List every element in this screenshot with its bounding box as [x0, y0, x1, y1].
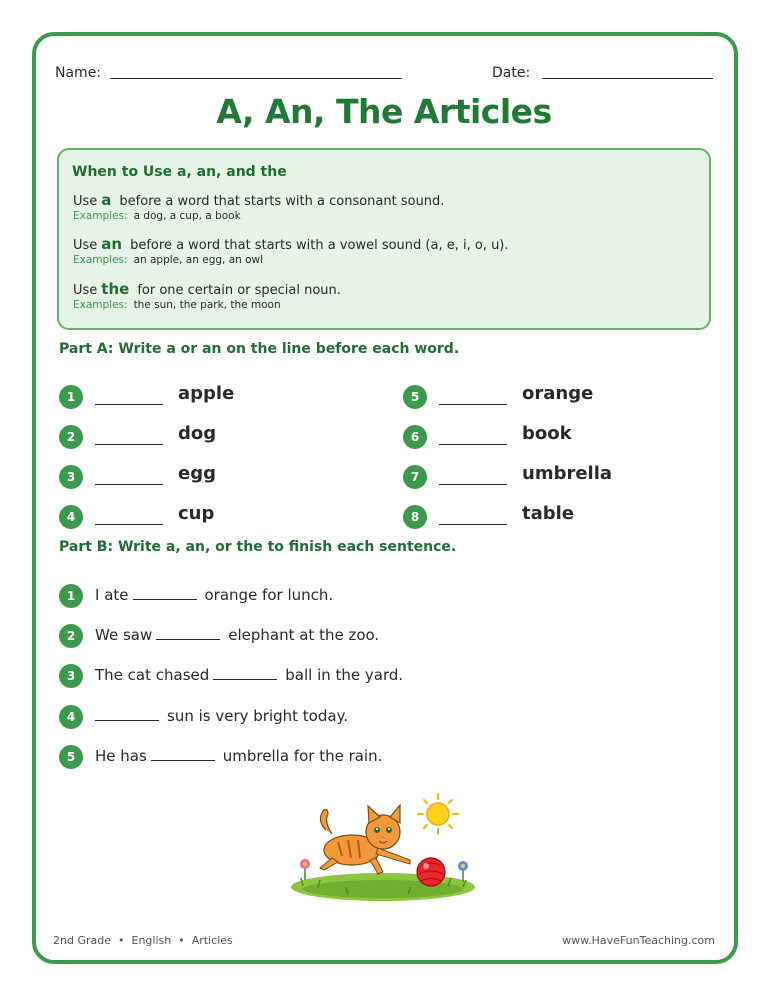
- examples-text: the sun, the park, the moon: [133, 299, 281, 311]
- part-a-number: 1: [59, 385, 83, 409]
- part-a-number: 5: [403, 385, 427, 409]
- part-a-heading: Part A: Write a or an on the line before each word.: [59, 341, 460, 357]
- bullet-icon: •: [178, 934, 185, 947]
- bullet-icon: •: [118, 934, 125, 947]
- sentence-blank[interactable]: [156, 625, 220, 640]
- rule-prefix: Use: [73, 194, 98, 209]
- sentence-blank[interactable]: [95, 706, 159, 721]
- part-a-word: umbrella: [522, 463, 613, 484]
- rule-text: before a word that starts with a consonant sound.: [119, 194, 445, 209]
- rule-a: [73, 191, 444, 209]
- rule-text: before a word that starts with a vowel sound (a, e, i, o, u).: [130, 238, 509, 253]
- sentence-start: I ate: [95, 586, 129, 604]
- part-a-word: table: [522, 503, 575, 524]
- part-a-answer-line[interactable]: [439, 444, 507, 445]
- rule-article: a: [101, 191, 112, 209]
- part-b-number: 1: [59, 584, 83, 608]
- sentence-blank[interactable]: [213, 665, 277, 680]
- examples-label: Examples:: [73, 254, 128, 266]
- name-label: Name:: [55, 65, 102, 81]
- date-label: Date:: [492, 65, 531, 81]
- name-line[interactable]: [110, 78, 402, 79]
- rules-box-title: When to Use a, an, and the: [72, 164, 287, 180]
- part-a-answer-line[interactable]: [95, 484, 163, 485]
- rule-prefix: Use: [73, 283, 98, 298]
- part-a-number: 7: [403, 465, 427, 489]
- part-a-answer-line[interactable]: [439, 404, 507, 405]
- footer-site-link[interactable]: www.HaveFunTeaching.com: [562, 934, 715, 947]
- cat-icon: [320, 805, 410, 874]
- ball-icon: [417, 858, 445, 886]
- part-a-answer-line[interactable]: [95, 404, 163, 405]
- part-b-heading: Part B: Write a, an, or the to finish each sentence.: [59, 539, 457, 555]
- cat-ball-illustration: [288, 790, 478, 908]
- part-b-number: 2: [59, 624, 83, 648]
- sentence-end: umbrella for the rain.: [222, 747, 383, 765]
- part-a-number: 2: [59, 425, 83, 449]
- part-a-word: dog: [178, 423, 217, 444]
- part-a-answer-line[interactable]: [439, 524, 507, 525]
- footer-tags: [53, 934, 233, 947]
- part-a-number: 4: [59, 505, 83, 529]
- rule-the: [73, 280, 341, 298]
- rule-article: the: [101, 280, 130, 298]
- grass-icon: [291, 873, 475, 901]
- footer-grade: 2nd Grade: [53, 934, 111, 947]
- sentence-end: orange for lunch.: [204, 586, 334, 604]
- sentence-end: elephant at the zoo.: [228, 626, 380, 644]
- rule-an: [73, 235, 509, 253]
- sentence-blank[interactable]: [133, 585, 197, 600]
- part-b-sentence: [95, 746, 382, 765]
- rule-prefix: Use: [73, 238, 98, 253]
- part-a-word: egg: [178, 463, 216, 484]
- part-b-number: 4: [59, 705, 83, 729]
- footer-subject: English: [131, 934, 172, 947]
- examples-the: [73, 299, 281, 311]
- part-b-sentence: [95, 665, 403, 684]
- sentence-start: The cat chased: [95, 666, 210, 684]
- examples-label: Examples:: [73, 210, 128, 222]
- part-a-number: 8: [403, 505, 427, 529]
- date-line[interactable]: [542, 78, 713, 79]
- part-a-answer-line[interactable]: [95, 524, 163, 525]
- sentence-start: We saw: [95, 626, 153, 644]
- part-a-word: apple: [178, 383, 235, 404]
- rule-text: for one certain or special noun.: [137, 283, 341, 298]
- part-b-number: 3: [59, 664, 83, 688]
- part-a-number: 6: [403, 425, 427, 449]
- part-b-sentence: [95, 706, 348, 725]
- examples-text: a dog, a cup, a book: [133, 210, 241, 222]
- sentence-end: sun is very bright today.: [167, 707, 349, 725]
- sentence-blank[interactable]: [151, 746, 215, 761]
- sentence-end: ball in the yard.: [285, 666, 404, 684]
- part-b-sentence: [95, 585, 333, 604]
- part-a-answer-line[interactable]: [439, 484, 507, 485]
- footer-topic: Articles: [191, 934, 233, 947]
- part-a-answer-line[interactable]: [95, 444, 163, 445]
- examples-an: [73, 254, 263, 266]
- part-a-number: 3: [59, 465, 83, 489]
- rule-article: an: [101, 235, 123, 253]
- part-a-word: book: [522, 423, 572, 444]
- part-a-word: cup: [178, 503, 215, 524]
- part-b-sentence: [95, 625, 379, 644]
- sentence-start: He has: [95, 747, 147, 765]
- examples-text: an apple, an egg, an owl: [133, 254, 264, 266]
- examples-label: Examples:: [73, 299, 128, 311]
- examples-a: [73, 210, 241, 222]
- part-a-word: orange: [522, 383, 594, 404]
- page-title: A, An, The Articles: [216, 92, 552, 131]
- sun-icon: [418, 794, 458, 834]
- part-b-number: 5: [59, 745, 83, 769]
